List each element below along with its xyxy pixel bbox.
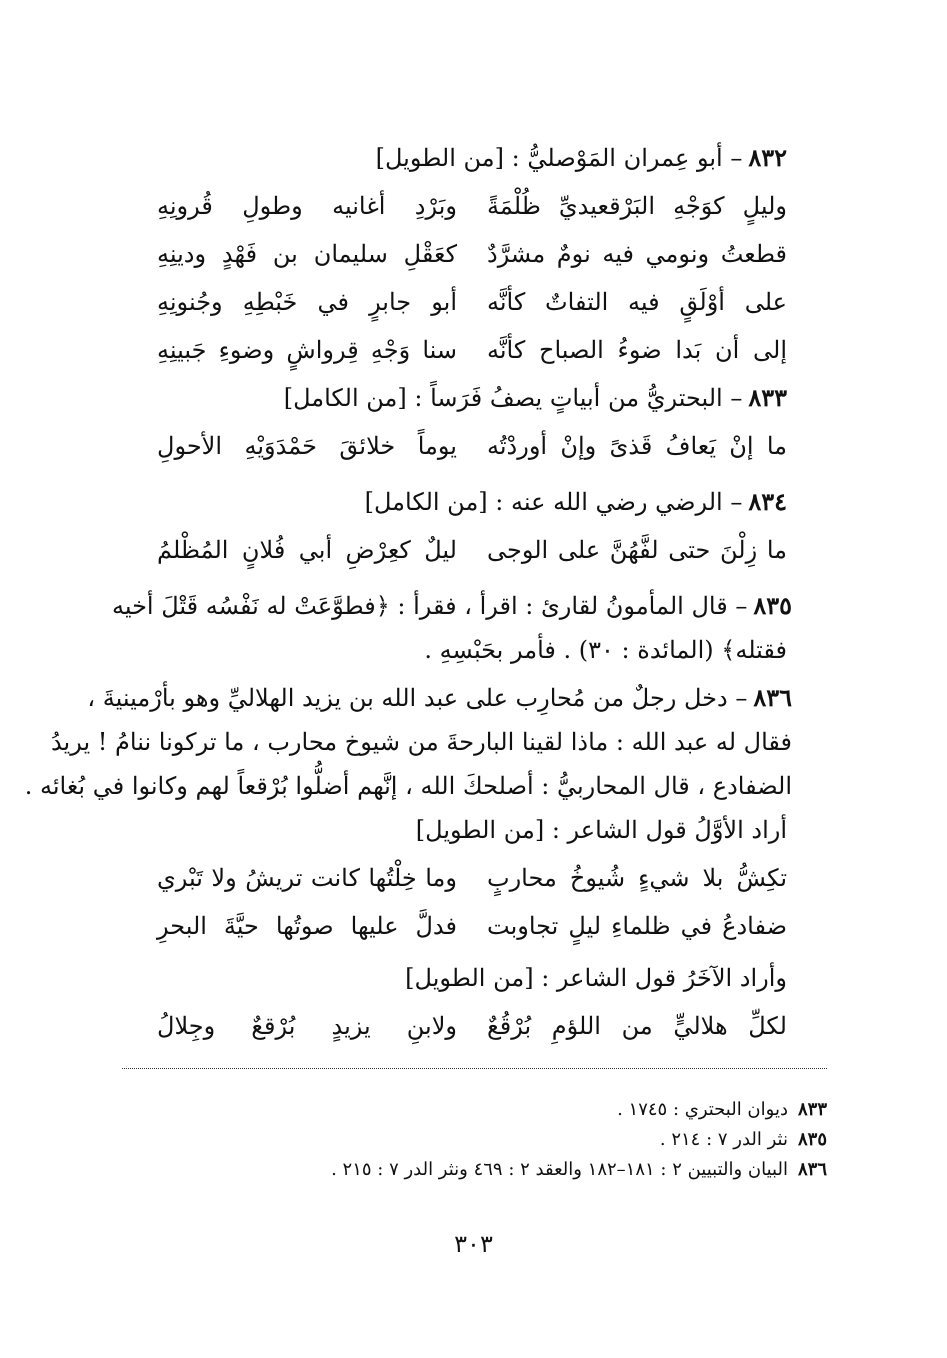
verse-line (157, 186, 787, 226)
verse-hemistich-second: وبَرْدِ أغانيه وطولِ قُرونِهِ (157, 192, 457, 220)
verse-hemistich-first: لكلِّ هلاليٍّ من اللؤمِ بُرْقُعٌ (487, 1012, 787, 1040)
verse-line (157, 234, 787, 274)
entry-number: ٨٣٥ (753, 591, 792, 620)
entry-text: – دخل رجلٌ من مُحارِب على عبد الله بن يزيد الهلاليِّ وهو بأرْمينيةَ ، (87, 684, 748, 712)
verse-hemistich-first: ما إنْ يَعافُ قَذىً وإنْ أوردْتُه (487, 432, 787, 460)
footnote-text: نثر الدر ٧ : ٢١٤ . (659, 1129, 788, 1150)
verse-line (157, 858, 787, 898)
footnote (122, 1156, 827, 1184)
entry-836-line-5 (157, 958, 787, 998)
entry-text: الضفادع ، قال المحاربيُّ : أصلحكَ الله ، إنَّهم أضلُّوا بُرْقعاً لهم وكانوا في بُغائه . (24, 772, 792, 800)
verse-hemistich-first: قطعتُ ونومي فيه نومٌ مشرَّدٌ (487, 240, 787, 268)
verse-line (157, 530, 787, 570)
footnote (122, 1126, 827, 1154)
verse-hemistich-second: سنا وَجْهِ قِرواشٍ وضوءِ جَبينِهِ (157, 336, 457, 364)
entry-text: أراد الأوَّلُ قول الشاعر : [من الطويل] (415, 816, 787, 844)
entry-number: ٨٣٦ (753, 683, 792, 712)
entry-number: ٨٣٤ (748, 487, 787, 516)
verse-hemistich-second: وما خِلْتُها كانت تريشُ ولا تَبْري (157, 864, 457, 892)
entry-835-line-1 (111, 586, 792, 626)
footnote-number: ٨٣٣ (797, 1099, 827, 1120)
verse-hemistich-second: ولابنِ يزيدٍ بُرْقعٌ وجِلالُ (157, 1012, 457, 1040)
entry-836-line-4 (157, 810, 787, 850)
footnote-text: البيان والتبيين ٢ : ١٨١–١٨٢ والعقد ٢ : ٤٦٩ ونثر الدر ٧ : ٢١٥ . (331, 1159, 788, 1180)
verse-line (157, 330, 787, 370)
entry-text: – قال المأمونُ لقارئ : اقرأ ، فقرأ : ﴿فطوَّعَتْ له نَفْسُه قَتْلَ أخيه (111, 592, 748, 620)
entry-number: ٨٣٣ (748, 383, 787, 412)
entry-836-line-3 (24, 766, 792, 806)
footnote-separator (122, 1068, 827, 1069)
entry-836-line-1 (87, 678, 792, 718)
entry-text: وأراد الآخَرُ قول الشاعر : [من الطويل] (405, 964, 787, 992)
page-number: ٣٠٣ (454, 1230, 493, 1258)
verse-hemistich-second: ليلٌ كعِرْضِ أبي فُلانٍ المُظْلمُ (157, 536, 457, 564)
footnote-number: ٨٣٦ (797, 1159, 827, 1180)
entry-835-line-2 (157, 630, 787, 670)
entry-text: فقال له عبد الله : ماذا لقينا البارحةَ من شيوخ محارب ، ما تركونا ننامُ ! يريدُ (50, 728, 792, 756)
entry-832-heading (157, 138, 787, 178)
verse-hemistich-second: يوماً خلائقَ حَمْدَوَيْهِ الأحولِ (157, 432, 457, 460)
verse-hemistich-first: إلى أن بَدا ضوءُ الصباح كأنَّه (487, 336, 787, 364)
entry-834-heading (157, 482, 787, 522)
verse-hemistich-first: ما زِلْنَ حتى لفَّهُنَّ على الوجى (487, 536, 787, 564)
footnote-number: ٨٣٥ (797, 1129, 827, 1150)
verse-hemistich-first: على أوْلَقٍ فيه التفاتٌ كأنَّه (487, 288, 787, 316)
entry-836-line-2 (50, 722, 792, 762)
entry-text: فقتله﴾ (المائدة : ٣٠) . فأمر بحَبْسِهِ . (424, 636, 787, 664)
entry-number: ٨٣٢ (748, 143, 787, 172)
verse-line (157, 1006, 787, 1046)
verse-hemistich-second: أبو جابرٍ في خَبْطِهِ وجُنونِهِ (157, 288, 457, 316)
verse-hemistich-second: كعَقْلِ سليمان بن فَهْدٍ ودينِهِ (157, 240, 457, 268)
entry-833-heading (157, 378, 787, 418)
verse-line (157, 282, 787, 322)
entry-heading-text: – البحتريُّ من أبياتٍ يصفُ فَرَساً : [من الكامل] (283, 384, 743, 412)
verse-hemistich-first: وليلٍ كوَجْهِ البَرْقعيديِّ ظُلْمَةً (487, 192, 787, 220)
verse-hemistich-first: تكِشُّ بلا شيءٍ شُيوخُ محاربٍ (487, 864, 787, 892)
verse-hemistich-first: ضفادعُ في ظلماءِ ليلٍ تجاوبت (487, 912, 787, 940)
entry-heading-text: – الرضي رضي الله عنه : [من الكامل] (364, 488, 743, 516)
footnote-text: ديوان البحتري : ١٧٤٥ . (617, 1099, 788, 1120)
verse-line (157, 426, 787, 466)
footnote (122, 1096, 827, 1124)
verse-hemistich-second: فدلَّ عليها صوتُها حيَّةَ البحرِ (157, 912, 457, 940)
entry-heading-text: – أبو عِمران المَوْصليُّ : [من الطويل] (375, 144, 743, 172)
verse-line (157, 906, 787, 946)
